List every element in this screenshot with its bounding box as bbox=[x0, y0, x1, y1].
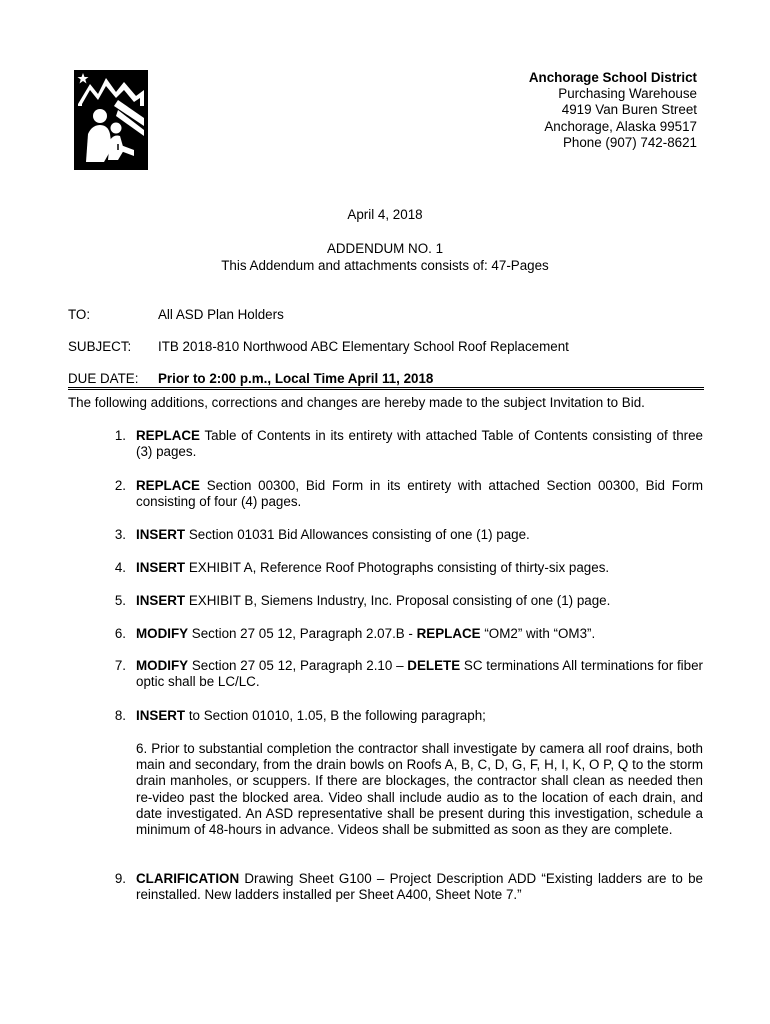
inserted-paragraph: 6. Prior to substantial completion the contractor shall investigate by camera all roof drains, both main and secondary, from the drain bowls on Roofs A, B, C, D, G, F, H, I, K, O P, Q to the storm drain manholes, or scuppers. If there are blockages, the contractor shall clean as needed then re-video past the blocked area. Video shall include audio as to the location of each drain, and date investigated. An ASD representative shall be present during this investigation, schedule a minimum of 48-hours in advance. Videos shall be submitted as soon as they are complete. bbox=[136, 741, 703, 838]
to-row bbox=[68, 307, 284, 322]
item-number: 4. bbox=[114, 560, 126, 575]
item-number: 8. bbox=[114, 708, 126, 723]
document-date: April 4, 2018 bbox=[347, 207, 423, 222]
addendum-subtitle: This Addendum and attachments consists of: 47-Pages bbox=[221, 258, 549, 273]
addendum-title: ADDENDUM NO. 1 bbox=[326, 241, 444, 256]
department-name: Purchasing Warehouse bbox=[558, 86, 697, 102]
item-number: 6. bbox=[114, 626, 126, 641]
item-keyword: CLARIFICATION bbox=[136, 871, 240, 886]
item-text: REPLACE Table of Contents in its entirety with attached Table of Contents consisting of three (3) pages. bbox=[136, 428, 703, 460]
phone-number: Phone (907) 742-8621 bbox=[562, 134, 697, 150]
due-date-row bbox=[68, 371, 704, 390]
district-logo-icon bbox=[74, 70, 148, 170]
letterhead bbox=[529, 70, 697, 151]
street-address: 4919 Van Buren Street bbox=[561, 102, 697, 118]
due-date-value: Prior to 2:00 p.m., Local Time April 11, 2018 bbox=[158, 371, 434, 386]
item-keyword: REPLACE bbox=[136, 478, 200, 493]
organization-name: Anchorage School District bbox=[528, 70, 697, 85]
item-keyword-secondary: REPLACE bbox=[416, 626, 481, 641]
item-keyword: MODIFY bbox=[136, 658, 189, 673]
item-number: 3. bbox=[114, 527, 126, 542]
item-keyword: INSERT bbox=[136, 527, 186, 542]
subject-value: ITB 2018-810 Northwood ABC Elementary School Roof Replacement bbox=[158, 339, 569, 354]
city-state-zip: Anchorage, Alaska 99517 bbox=[544, 118, 697, 134]
item-text: MODIFY Section 27 05 12, Paragraph 2.10 – DELETE SC terminations All terminations for fiber optic shall be LC/LC. bbox=[136, 658, 703, 690]
item-text: INSERT Section 01031 Bid Allowances consisting of one (1) page. bbox=[136, 527, 530, 542]
subject-label: SUBJECT: bbox=[68, 339, 132, 354]
item-number: 9. bbox=[114, 871, 126, 886]
item-text: CLARIFICATION Drawing Sheet G100 – Project Description ADD “Existing ladders are to be reinstalled. New ladders installed per Sheet A400, Sheet Note 7.” bbox=[136, 871, 703, 903]
item-text: INSERT EXHIBIT B, Siemens Industry, Inc. Proposal consisting of one (1) page. bbox=[136, 593, 611, 608]
item-keyword-secondary: DELETE bbox=[407, 658, 461, 673]
item-keyword: INSERT bbox=[136, 708, 186, 723]
item-keyword: MODIFY bbox=[136, 626, 189, 641]
item-text: INSERT EXHIBIT A, Reference Roof Photographs consisting of thirty-six pages. bbox=[136, 560, 610, 575]
due-date-label: DUE DATE: bbox=[68, 371, 139, 386]
to-label: TO: bbox=[68, 307, 91, 322]
item-number: 7. bbox=[114, 658, 126, 673]
item-keyword: INSERT bbox=[136, 560, 186, 575]
to-value: All ASD Plan Holders bbox=[158, 307, 284, 322]
subject-row bbox=[68, 339, 569, 354]
item-number: 5. bbox=[114, 593, 126, 608]
item-text: MODIFY Section 27 05 12, Paragraph 2.07.B - REPLACE “OM2” with “OM3”. bbox=[136, 626, 596, 641]
item-number: 1. bbox=[114, 428, 126, 443]
item-text: INSERT to Section 01010, 1.05, B the following paragraph; bbox=[136, 708, 486, 723]
item-text: REPLACE Section 00300, Bid Form in its entirety with attached Section 00300, Bid Form consisting of four (4) pages. bbox=[136, 478, 703, 510]
item-number: 2. bbox=[114, 478, 126, 493]
item-keyword: REPLACE bbox=[136, 428, 200, 443]
item-keyword: INSERT bbox=[136, 593, 186, 608]
intro-text: The following additions, corrections and changes are hereby made to the subject Invitation to Bid. bbox=[68, 395, 645, 410]
